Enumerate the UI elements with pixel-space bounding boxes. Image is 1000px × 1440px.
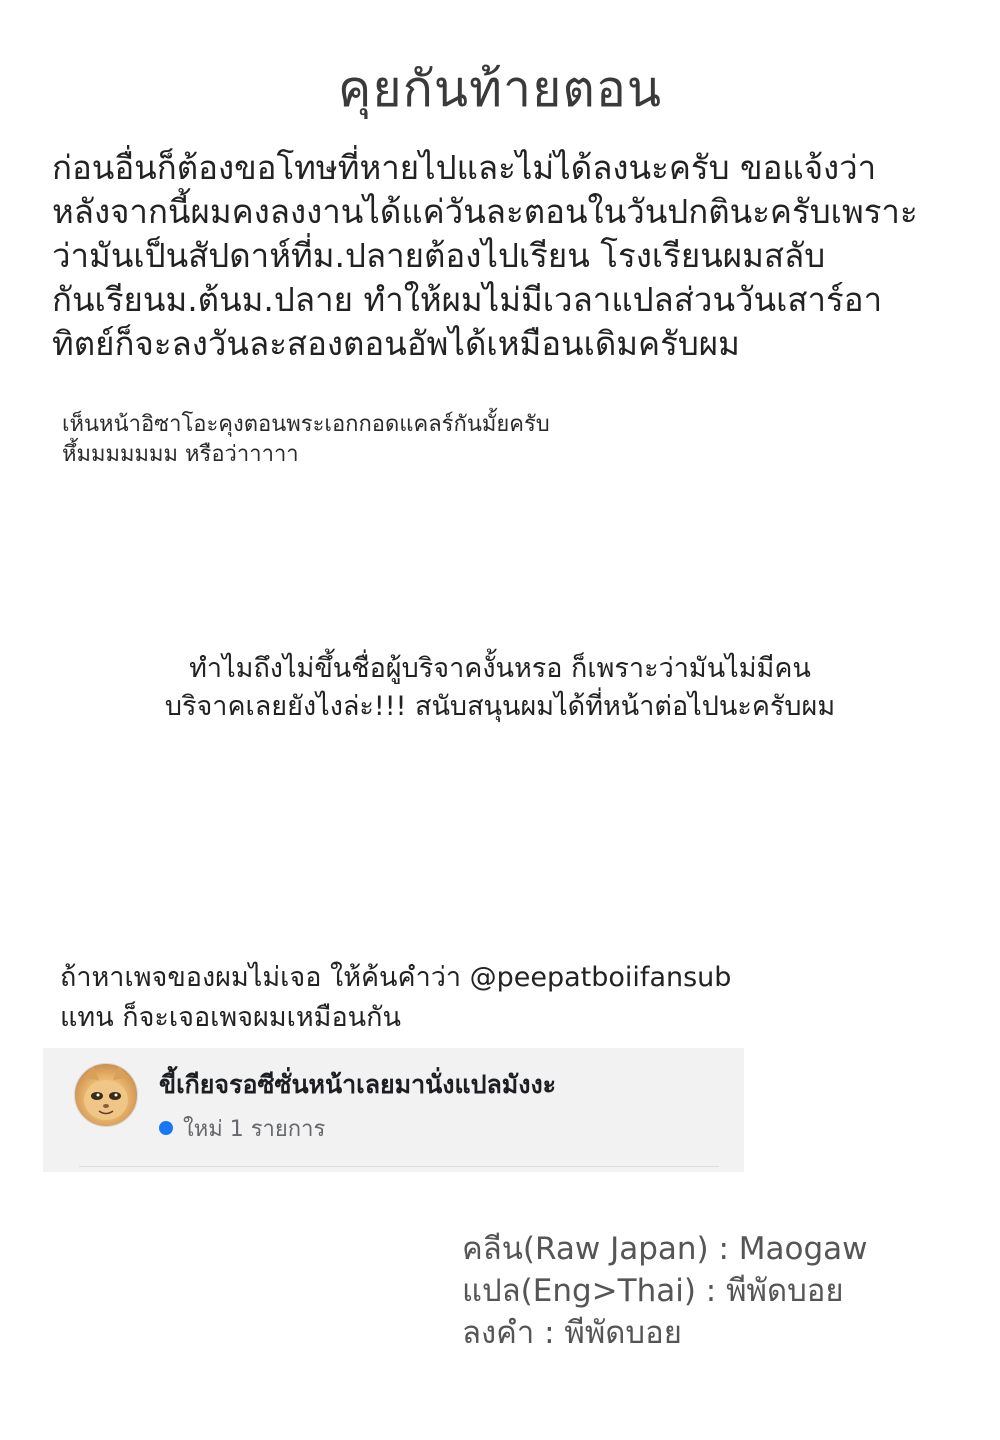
cat-avatar-icon [74,1063,138,1127]
search-line: แทน ก็จะเจอเพจผมเหมือนกัน [60,1002,401,1033]
small-note-line: เห็นหน้าอิซาโอะคุงตอนพระเอกกอดแคลร์กันมั้ยครับ [62,412,550,437]
facebook-page-card[interactable] [43,1048,744,1172]
search-line: ถ้าหาเพจของผมไม่เจอ ให้ค้นคำว่า @peepatboiifansub [60,962,732,993]
page-name[interactable]: ขี้เกียจรอซีซั่นหน้าเลยมานั่งแปลมังงะ [159,1070,557,1099]
small-note-line: หึ้มมมมมมม หรือว่าาาาา [62,442,299,467]
intro-line: ว่ามันเป็นสัปดาห์ที่ม.ปลายต้องไปเรียน โรงเรียนผมสลับ [52,236,826,275]
donation-note [0,650,1000,726]
credit-line: คลีน(Raw Japan) : Maogaw [462,1231,868,1267]
search-note [60,958,940,1038]
credit-line: แปล(Eng>Thai) : พีพัดบอย [462,1273,844,1309]
page-title: คุยกันท้ายตอน [337,60,663,118]
credit-line: ลงคำ : พีพัดบอย [462,1315,682,1351]
donation-line: บริจาคเลยยังไงล่ะ!!! สนับสนุนผมได้ที่หน้าต่อไปนะครับผม [164,691,836,722]
donation-line: ทำไมถึงไม่ขึ้นชื่อผู้บริจาคงั้นหรอ ก็เพราะว่ามันไม่มีคน [189,653,811,684]
divider [79,1166,719,1167]
intro-line: กันเรียนม.ต้นม.ปลาย ทำให้ผมไม่มีเวลาแปลส่วนวันเสาร์อา [52,280,883,319]
intro-line: ก่อนอื่นก็ต้องขอโทษที่หายไปและไม่ได้ลงนะครับ ขอแจ้งว่า [52,148,877,187]
unread-dot-icon [159,1121,173,1135]
credits [462,1228,982,1354]
status-text: ใหม่ 1 รายการ [183,1117,326,1142]
intro-paragraph [52,146,972,366]
notification-status [159,1114,325,1146]
intro-line: ทิตย์ก็จะลงวันละสองตอนอัพได้เหมือนเดิมครับผม [52,324,740,363]
small-note [62,410,762,470]
intro-line: หลังจากนี้ผมคงลงงานได้แค่วันละตอนในวันปกตินะครับเพราะ [52,192,918,231]
